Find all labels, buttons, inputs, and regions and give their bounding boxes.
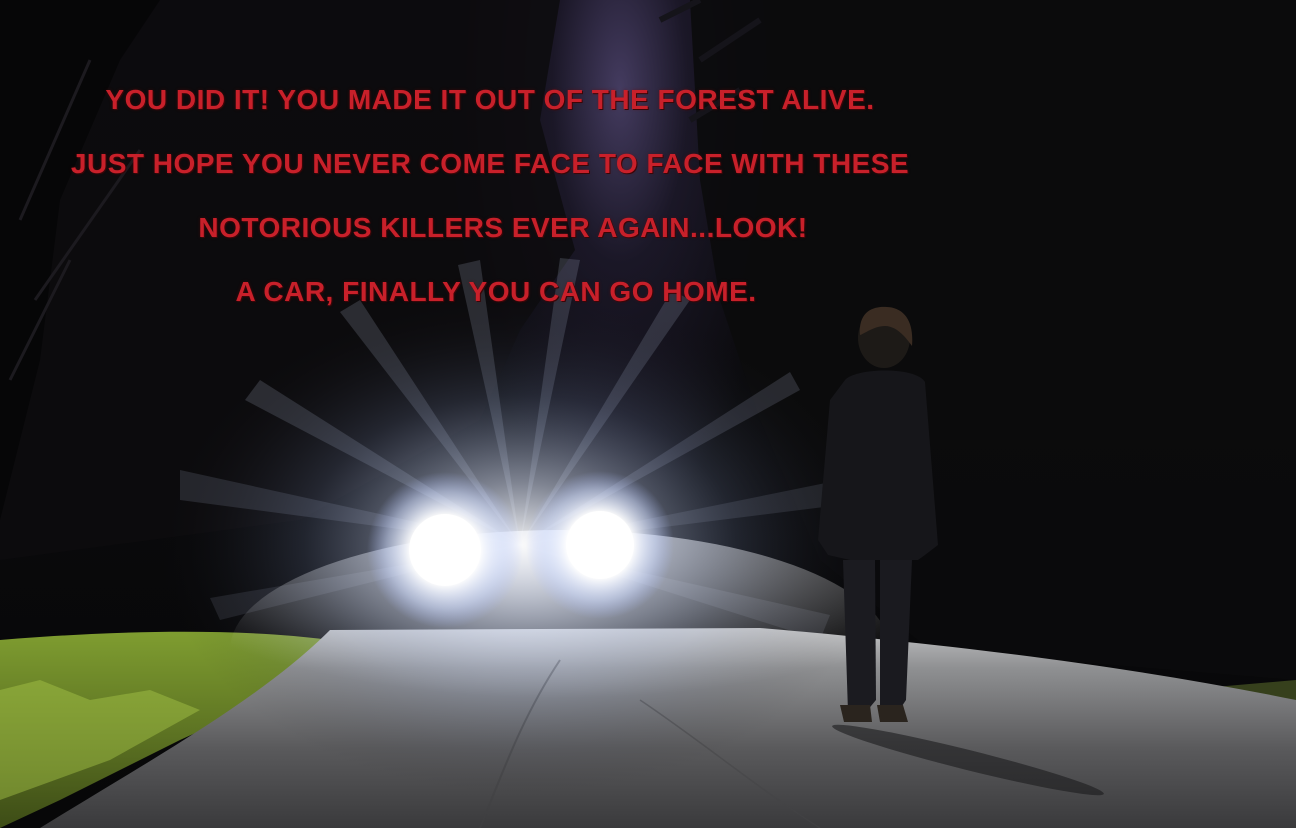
story-line-1: YOU DID IT! YOU MADE IT OUT OF THE FOREST ALIVE. <box>105 84 875 115</box>
story-line-2: JUST HOPE YOU NEVER COME FACE TO FACE WITH THESE <box>70 148 910 179</box>
story-message <box>40 74 940 330</box>
car-headlights-icon <box>160 295 880 795</box>
story-line-3: NOTORIOUS KILLERS EVER AGAIN...LOOK! <box>198 212 808 243</box>
story-line-4: A CAR, FINALLY YOU CAN GO HOME. <box>235 276 757 307</box>
